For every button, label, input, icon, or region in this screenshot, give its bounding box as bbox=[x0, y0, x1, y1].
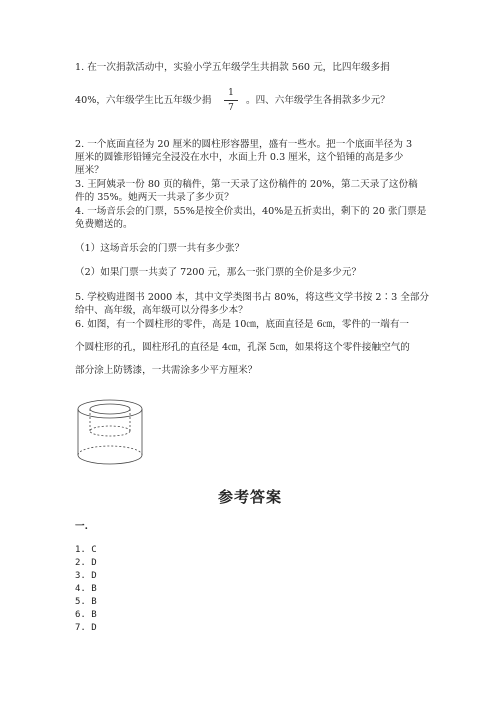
answer-item: 5. B bbox=[75, 597, 97, 607]
hole-bottom-ellipse bbox=[90, 426, 130, 436]
q3-line1: 3. 王阿姨录一份 80 页的稿件，第一天录了这份稿件的 20%，第二天录了这份稿 bbox=[75, 179, 418, 190]
outer-top-ellipse bbox=[78, 400, 142, 418]
q6-line1: 6. 如图，有一个圆柱形的零件，高是 10㎝，底面直径是 6㎝，零件的一端有一 bbox=[75, 319, 410, 330]
q5-line1: 5. 学校购进图书 2000 本，其中文学类图书占 80%，将这些文学书按 2∶3 全部分 bbox=[75, 292, 430, 303]
q2-line1: 2. 一个底面直径为 20 厘米的圆柱形容器里，盛有一些水。把一个底面半径为 3 bbox=[75, 139, 413, 150]
q3-line2: 件的 35%。她两天一共录了多少页？ bbox=[75, 192, 234, 203]
answer-item: 2. D bbox=[75, 558, 97, 568]
answer-item: 3. D bbox=[75, 571, 97, 581]
answer-item: 1. C bbox=[75, 545, 97, 555]
q1-line1: 1. 在一次捐款活动中，实验小学五年级学生共捐款 560 元，比四年级多捐 bbox=[75, 62, 390, 73]
hole-top-ellipse bbox=[90, 404, 130, 414]
q2-line3: 厘米？ bbox=[75, 165, 104, 176]
q5-line2: 给中、高年级，高年级可以分得多少本？ bbox=[75, 305, 248, 316]
q4-line1: 4. 一场音乐会的门票，55%是按全价卖出，40%是五折卖出，剩下的 20 张门票是 bbox=[75, 206, 427, 217]
section-heading: 一. bbox=[75, 521, 88, 532]
q4-line2: 免费赠送的。 bbox=[75, 219, 133, 230]
outer-bottom-front bbox=[78, 455, 142, 464]
answer-item: 6. B bbox=[75, 610, 97, 620]
q6-line2: 个圆柱形的孔，圆柱形孔的直径是 4㎝，孔深 5㎝，如果将这个零件接触空气的 bbox=[75, 342, 410, 353]
fraction-denominator: 7 bbox=[228, 103, 234, 113]
outer-bottom-back bbox=[78, 446, 142, 455]
q4-sub2: （2）如果门票一共卖了 7200 元，那么一张门票的全价是多少元？ bbox=[75, 267, 362, 278]
answer-title: 参考答案 bbox=[217, 488, 282, 506]
q2-line2: 厘米的圆锥形铅锤完全浸没在水中，水面上升 0.3 厘米，这个铅锤的高是多少 bbox=[75, 152, 404, 163]
answer-item: 7. D bbox=[75, 623, 97, 633]
q6-line3: 部分涂上防锈漆，一共需涂多少平方厘米？ bbox=[75, 365, 258, 376]
q4-sub1: （1）这场音乐会的门票一共有多少张？ bbox=[75, 243, 245, 254]
fraction-numerator: 1 bbox=[228, 88, 234, 98]
fraction-one-seventh bbox=[224, 88, 238, 113]
q1-line2a: 40%，六年级学生比五年级少捐 bbox=[75, 95, 212, 106]
cylinder-figure bbox=[70, 395, 150, 467]
q1-line2b: 。四、六年级学生各捐款多少元？ bbox=[246, 95, 390, 106]
answer-item: 4. B bbox=[75, 584, 97, 594]
fraction-bar bbox=[224, 100, 238, 101]
